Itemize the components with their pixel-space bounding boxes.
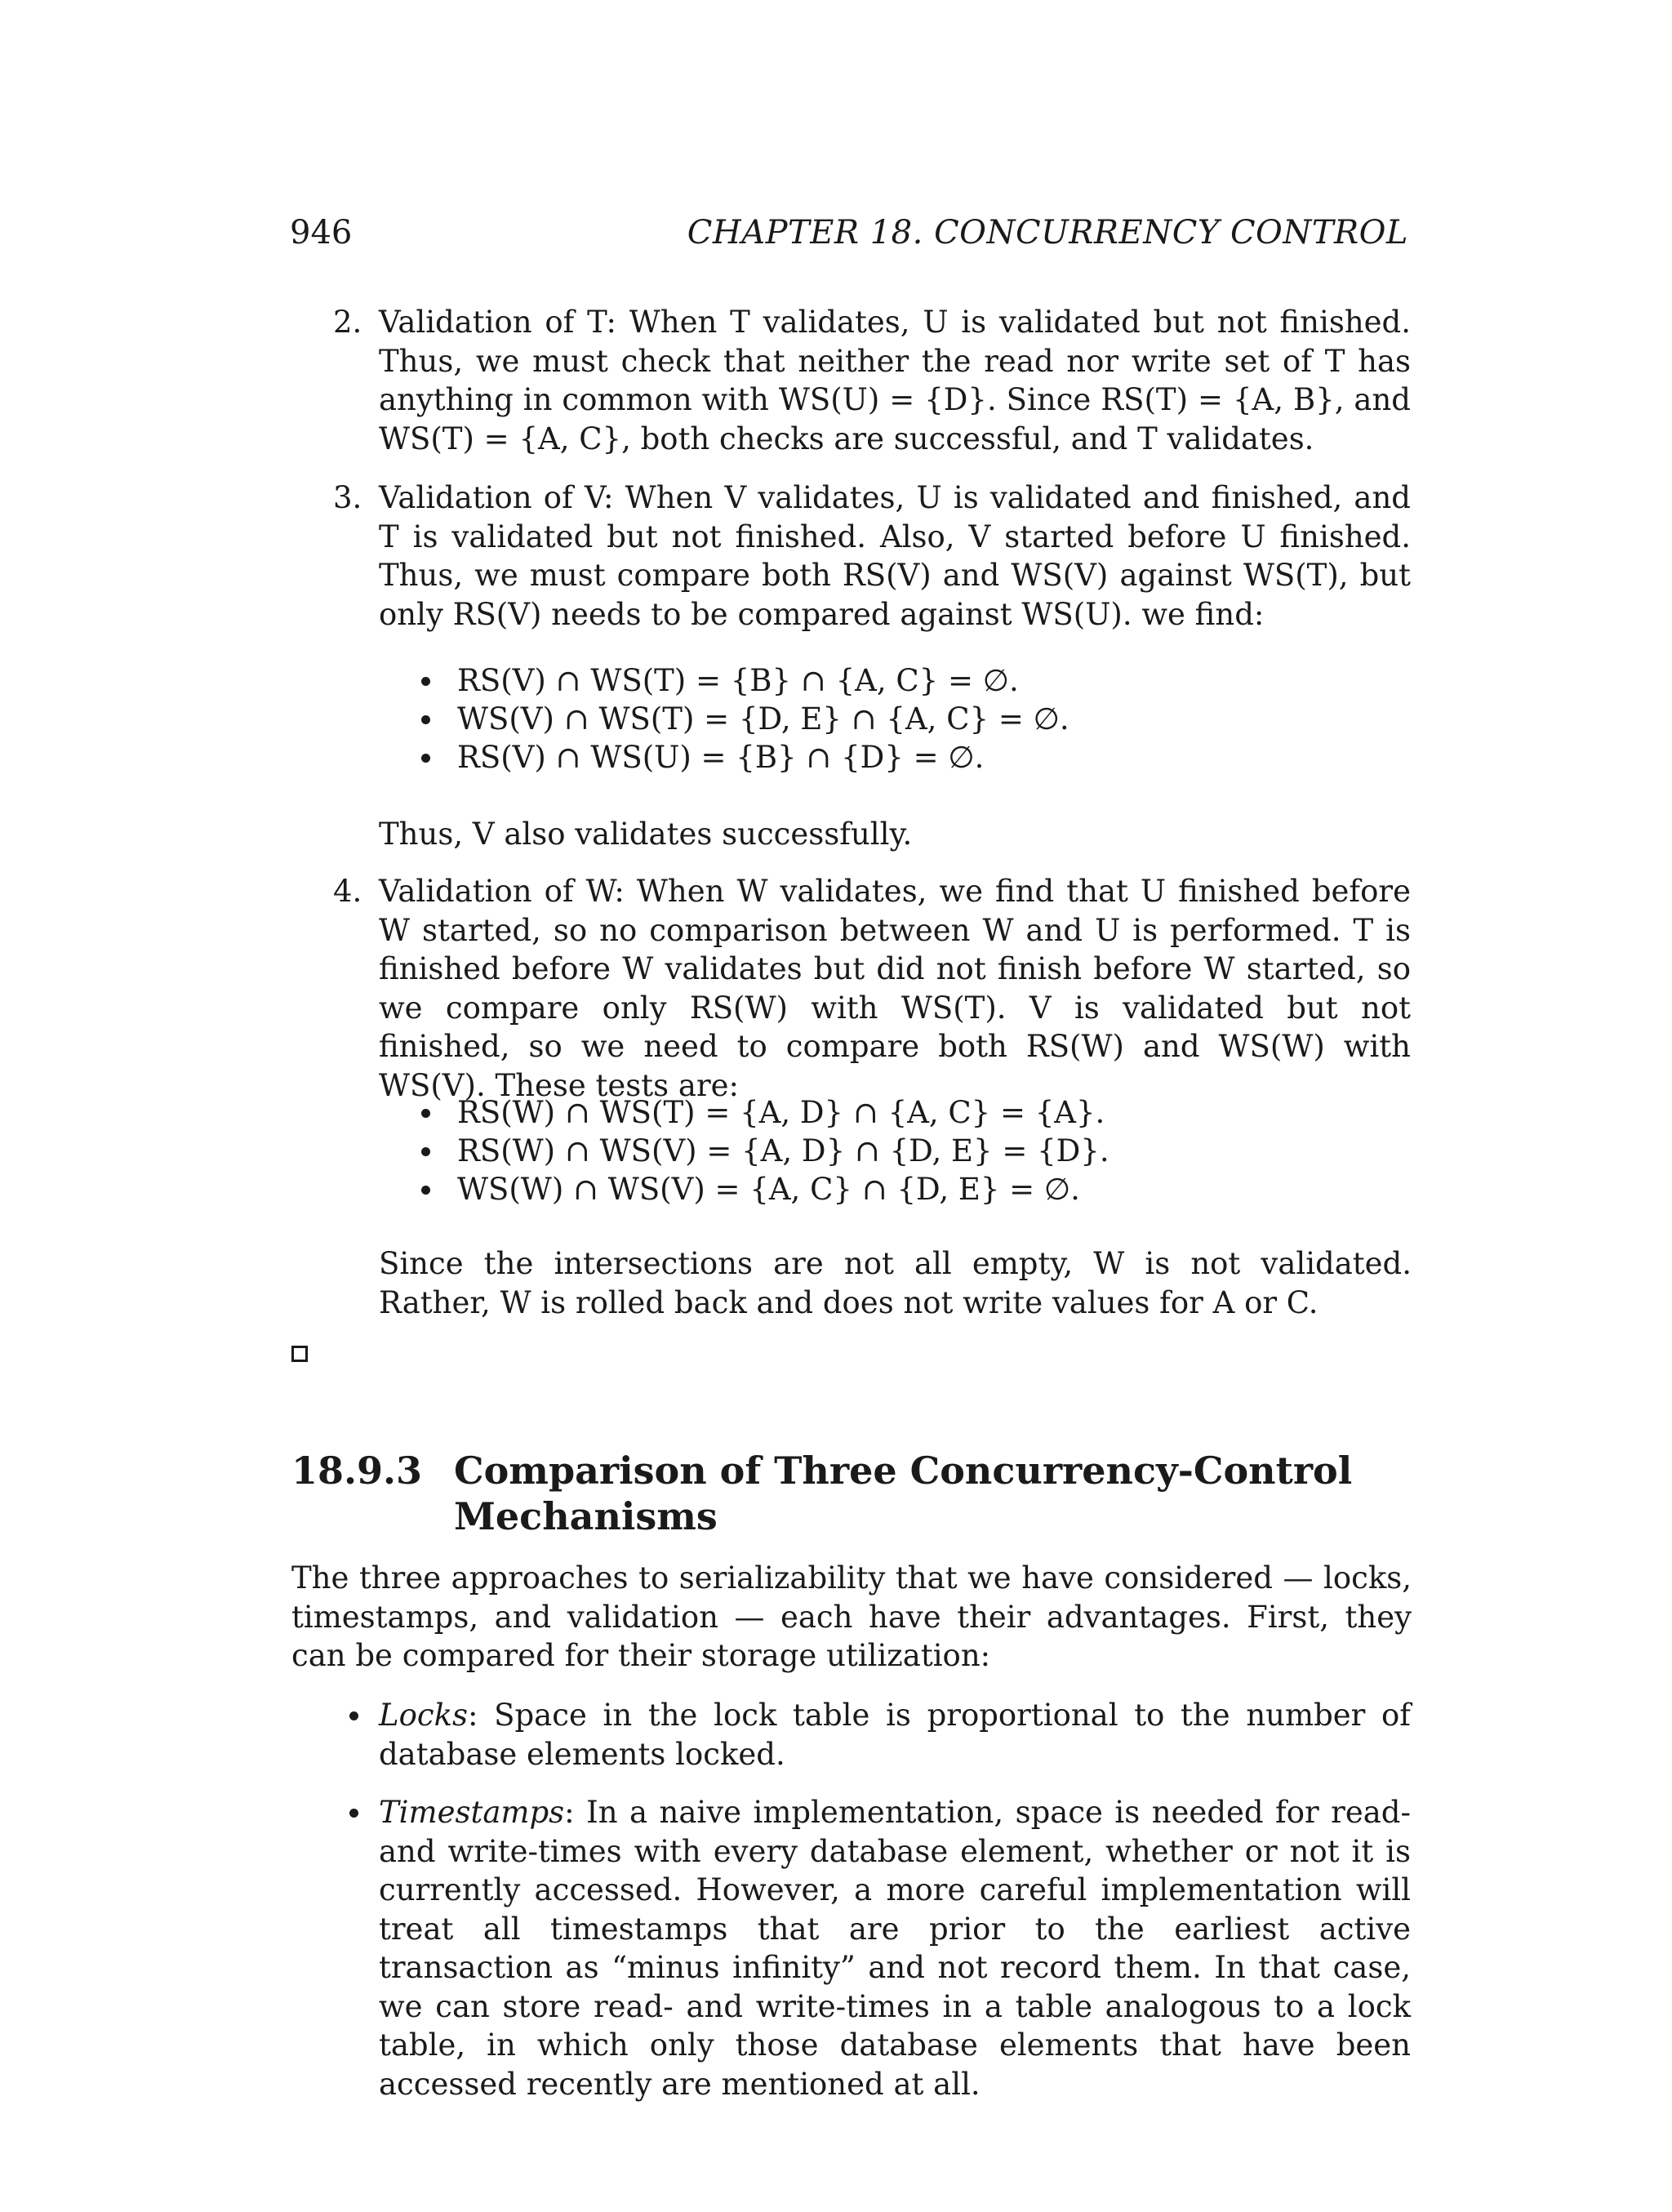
check-list xyxy=(418,1093,1153,1208)
bullet-body: : In a naive implementation, space is needed for read- and write-times with every database element, whether or not it is currently accessed. However, a more careful implementation will treat all timestamps that are prior to the earliest active transaction as “minus infinity” and not record them. In that case, we can store read- and write-times in a table analogous to a lock table, in which only those database elements that have been accessed recently are mentioned at all. xyxy=(379,1795,1411,2102)
item-conclusion: Thus, V also validates successfully. xyxy=(379,817,913,852)
check-line: RS(V) ∩ WS(T) = {B} ∩ {A, C} = ∅. xyxy=(418,661,1153,700)
check-list xyxy=(418,661,1153,777)
bullet-text xyxy=(379,1696,1411,1774)
item-number: 3. xyxy=(333,480,362,515)
chapter-title: CHAPTER 18. CONCURRENCY CONTROL xyxy=(687,214,1408,251)
item-number: 4. xyxy=(333,874,362,909)
check-line: RS(W) ∩ WS(V) = {A, D} ∩ {D, E} = {D}. xyxy=(418,1132,1153,1170)
item-conclusion: Since the intersections are not all empty, W is not validated. Rather, W is rolled back and does not write values for A or C. xyxy=(379,1246,1412,1320)
item-text: Validation of W: When W validates, we find that U finished before W started, so no comparison between W and U is performed. T is finished before W validates but did not finish before W started, so we compare only RS(W) with WS(T). V is validated but not finished, so we need to compare both RS(W) and WS(W) with WS(V). These tests are: xyxy=(379,874,1411,1103)
bullet-item xyxy=(333,1696,1411,1774)
list-item xyxy=(333,303,1411,458)
end-of-example-box xyxy=(291,1346,308,1362)
list-item xyxy=(333,478,1411,634)
check-line: RS(V) ∩ WS(U) = {B} ∩ {D} = ∅. xyxy=(418,738,1153,777)
list-item xyxy=(333,872,1411,1105)
item-text: Validation of T: When T validates, U is validated but not finished. Thus, we must check that neither the read nor write set of T has anything in common with WS(U) = {D}. Since RS(T) = {A, B}, and WS(T) = {A, C}, both checks are successful, and T validates. xyxy=(379,305,1411,456)
running-header xyxy=(290,208,1408,257)
bullet-term: Timestamps xyxy=(379,1795,565,1830)
bullet-term: Locks xyxy=(379,1698,468,1733)
bullet-text xyxy=(379,1793,1411,2103)
check-line: WS(W) ∩ WS(V) = {A, C} ∩ {D, E} = ∅. xyxy=(418,1170,1153,1208)
item-text: Validation of V: When V validates, U is validated and finished, and T is validated but not finished. Also, V started before U finished. Thus, we must compare both RS(V) and WS(V) against WS(T), but only RS(V) needs to be compared against WS(U). we find: xyxy=(379,480,1411,632)
item-number: 2. xyxy=(333,305,362,340)
bullet-body: : Space in the lock table is proportional to the number of database elements locked. xyxy=(379,1698,1411,1772)
section-title: Comparison of Three Concurrency-Control Mechanisms xyxy=(454,1449,1353,1538)
check-line: RS(W) ∩ WS(T) = {A, D} ∩ {A, C} = {A}. xyxy=(418,1093,1153,1132)
page-number: 946 xyxy=(290,214,353,251)
section-number: 18.9.3 xyxy=(291,1449,423,1493)
bullet-dot xyxy=(349,1711,358,1720)
intro-paragraph: The three approaches to serializability that we have considered — locks, timestamps, and validation — each have their advantages. First, they can be compared for their storage utilization: xyxy=(291,1560,1412,1673)
check-line: WS(V) ∩ WS(T) = {D, E} ∩ {A, C} = ∅. xyxy=(418,700,1153,738)
bullet-item xyxy=(333,1793,1411,2103)
bullet-dot xyxy=(349,1809,358,1818)
